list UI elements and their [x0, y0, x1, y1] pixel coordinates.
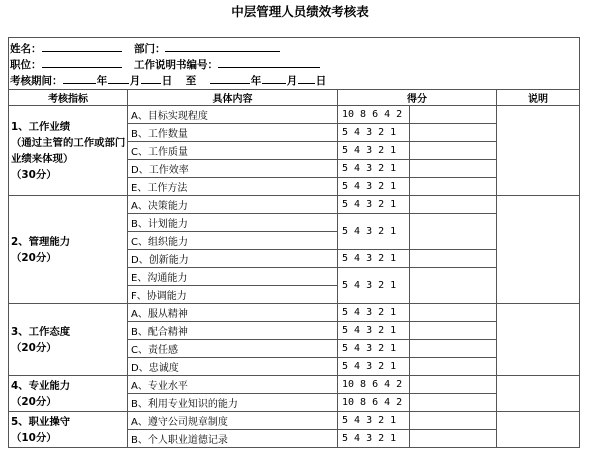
section-points: （30分）: [11, 168, 57, 181]
criterion-label: E、沟通能力: [128, 268, 338, 286]
department-label: 部门：: [134, 43, 166, 55]
criterion-label: F、协调能力: [128, 286, 338, 304]
score-options: 5 4 3 2 1: [338, 178, 410, 196]
score-entry-cell[interactable]: [410, 394, 497, 412]
period-end-day-unit: 日: [315, 75, 327, 87]
period-start-month-field[interactable]: [108, 72, 129, 84]
section-title: 2、管理能力: [11, 235, 71, 248]
score-options: 5 4 3 2 1: [338, 412, 410, 430]
criterion-label: B、计划能力: [128, 214, 338, 232]
section-points: （10分）: [11, 431, 57, 444]
criterion-label: B、利用专业知识的能力: [128, 394, 338, 412]
score-entry-cell[interactable]: [410, 358, 497, 376]
criterion-label: C、组织能力: [128, 232, 338, 250]
score-options: 5 4 3 2 1: [338, 268, 410, 304]
score-options: 5 4 3 2 1: [338, 142, 410, 160]
score-entry-cell[interactable]: [410, 376, 497, 394]
info-line-period: [10, 72, 579, 88]
evaluation-table: [8, 89, 580, 448]
score-options: 5 4 3 2 1: [338, 124, 410, 142]
score-entry-cell[interactable]: [410, 268, 497, 304]
criterion-label: E、工作方法: [128, 178, 338, 196]
remarks-cell[interactable]: [497, 304, 580, 376]
info-line-position-jd: [10, 56, 579, 72]
criterion-label: B、工作数量: [128, 124, 338, 142]
period-start-month-unit: 月: [129, 75, 141, 87]
criterion-label: B、配合精神: [128, 322, 338, 340]
score-entry-cell[interactable]: [410, 196, 497, 214]
score-entry-cell[interactable]: [410, 322, 497, 340]
header-content: 具体内容: [128, 90, 338, 106]
score-options: 5 4 3 2 1: [338, 358, 410, 376]
section-points: （20分）: [11, 251, 57, 264]
criterion-label: A、决策能力: [128, 196, 338, 214]
remarks-cell[interactable]: [497, 412, 580, 448]
remarks-cell[interactable]: [497, 376, 580, 412]
section-title: 1、工作业绩: [11, 120, 71, 133]
score-entry-cell[interactable]: [410, 430, 497, 448]
score-options: 5 4 3 2 1: [338, 160, 410, 178]
period-end-month-field[interactable]: [262, 72, 286, 84]
score-options: 5 4 3 2 1: [338, 322, 410, 340]
section-1-indicator-cell: [9, 106, 128, 196]
position-label: 职位：: [10, 59, 42, 71]
position-field[interactable]: [42, 56, 122, 68]
header-indicator: 考核指标: [9, 90, 128, 106]
name-label: 姓名：: [10, 43, 42, 55]
section-3-indicator-cell: [9, 304, 128, 376]
score-entry-cell[interactable]: [410, 214, 497, 250]
criterion-label: D、忠诚度: [128, 358, 338, 376]
score-options: 5 4 3 2 1: [338, 430, 410, 448]
score-entry-cell[interactable]: [410, 124, 497, 142]
score-options: 5 4 3 2 1: [338, 304, 410, 322]
criterion-label: A、服从精神: [128, 304, 338, 322]
period-end-year-unit: 年: [250, 75, 262, 87]
period-end-year-field[interactable]: [210, 72, 250, 84]
name-field[interactable]: [42, 40, 122, 52]
period-start-year-field[interactable]: [63, 72, 96, 84]
period-end-month-unit: 月: [286, 75, 298, 87]
criterion-label: A、遵守公司规章制度: [128, 412, 338, 430]
score-options: 5 4 3 2 1: [338, 340, 410, 358]
criterion-label: D、工作效率: [128, 160, 338, 178]
score-options: 5 4 3 2 1: [338, 214, 410, 250]
period-start-day-field[interactable]: [141, 72, 161, 84]
criterion-label: A、专业水平: [128, 376, 338, 394]
form-title: 中层管理人员绩效考核表: [231, 4, 369, 19]
score-options: 10 8 6 4 2: [338, 106, 410, 124]
section-title: 4、专业能力: [11, 379, 71, 392]
criterion-label: C、责任感: [128, 340, 338, 358]
criterion-label: D、创新能力: [128, 250, 338, 268]
department-field[interactable]: [165, 40, 280, 52]
score-entry-cell[interactable]: [410, 412, 497, 430]
section-title: 5、职业操守: [11, 415, 71, 428]
header-remarks: 说明: [497, 90, 580, 106]
score-entry-cell[interactable]: [410, 340, 497, 358]
score-options: 10 8 6 4 2: [338, 394, 410, 412]
score-entry-cell[interactable]: [410, 304, 497, 322]
criterion-label: A、目标实现程度: [128, 106, 338, 124]
section-points: （20分）: [11, 395, 57, 408]
criterion-label: C、工作质量: [128, 142, 338, 160]
section-4-indicator-cell: [9, 376, 128, 412]
criterion-label: B、个人职业道德记录: [128, 430, 338, 448]
score-entry-cell[interactable]: [410, 142, 497, 160]
section-title: 3、工作态度: [11, 325, 71, 338]
section-5-indicator-cell: [9, 412, 128, 448]
score-entry-cell[interactable]: [410, 160, 497, 178]
period-end-day-field[interactable]: [298, 72, 315, 84]
info-line-name-department: [10, 40, 579, 56]
period-start-day-unit: 日: [161, 75, 173, 87]
section-2-indicator-cell: [9, 196, 128, 304]
employee-info-block: [8, 37, 580, 89]
period-label: 考核期间：: [10, 75, 63, 87]
score-entry-cell[interactable]: [410, 106, 497, 124]
score-options: 5 4 3 2 1: [338, 250, 410, 268]
score-options: 10 8 6 4 2: [338, 376, 410, 394]
score-options: 5 4 3 2 1: [338, 196, 410, 214]
job-description-no-label: 工作说明书编号：: [134, 59, 218, 71]
remarks-cell[interactable]: [497, 196, 580, 304]
period-start-year-unit: 年: [96, 75, 108, 87]
score-entry-cell[interactable]: [410, 178, 497, 196]
section-note: （通过主管的工作或部门业绩来体现）: [11, 136, 126, 165]
section-points: （20分）: [11, 341, 57, 354]
header-score: 得分: [338, 90, 497, 106]
period-to-label: 至: [185, 75, 197, 87]
score-entry-cell[interactable]: [410, 250, 497, 268]
job-description-no-field[interactable]: [218, 56, 320, 68]
remarks-cell[interactable]: [497, 106, 580, 196]
